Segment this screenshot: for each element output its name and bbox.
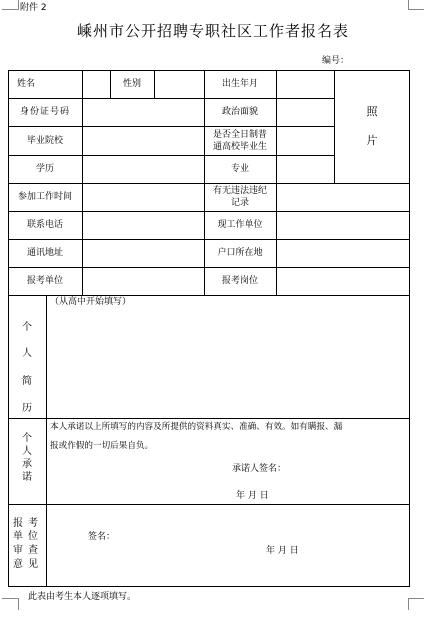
apply-post-label: 报考岗位: [221, 276, 258, 286]
footer-note: 此表由考生本人逐项填写。: [28, 592, 137, 602]
table-bottom-border: [8, 586, 410, 587]
promise-label-char: 人: [22, 446, 32, 457]
address-field[interactable]: [83, 240, 204, 267]
promise-label-char: 个: [22, 433, 32, 444]
name-field[interactable]: [44, 71, 82, 98]
work-start-label: 参加工作时间: [17, 192, 72, 202]
resume-hint: （从高中开始填写）: [50, 297, 132, 307]
promise-text-line2: 报或作假的一切后果自负。: [50, 441, 154, 451]
corner-mark-top-right-v: [408, 0, 409, 10]
col-line: [204, 70, 205, 295]
page-title: 嵊州市公开招聘专职社区工作者报名表: [76, 22, 349, 40]
gender-field[interactable]: [155, 71, 204, 98]
promiser-signature-field[interactable]: [295, 460, 395, 476]
review-label-char: 考: [28, 518, 38, 529]
review-label-char: 查: [28, 545, 38, 556]
fulltime-label-line1: 是否全日制普: [212, 130, 267, 140]
major-field[interactable]: [277, 156, 334, 183]
review-label-char: 意: [13, 559, 23, 570]
phone-label: 联系电话: [26, 220, 63, 230]
table-left-border: [8, 70, 9, 587]
employer-label: 现工作单位: [217, 220, 263, 230]
education-label: 学历: [35, 164, 54, 174]
promise-text-line1: 本人承诺以上所填写的内容及所提供的资料真实、准确、有效。如有瞒报、漏: [50, 422, 343, 432]
major-label: 专业: [230, 164, 249, 174]
birth-field[interactable]: [277, 71, 334, 98]
id-number-label: 身份证号码: [19, 107, 70, 117]
photo-label-top: 照: [366, 105, 378, 118]
review-label-char: 报: [13, 518, 23, 529]
review-label-char: 见: [28, 559, 38, 570]
name-label: 姓名: [16, 79, 35, 89]
address-label: 通讯地址: [26, 248, 63, 258]
review-signature-label: 签名：: [88, 532, 116, 542]
promise-label-char: 诺: [22, 472, 32, 483]
corner-mark-top-right-h: [408, 9, 424, 10]
resume-field[interactable]: [47, 308, 409, 418]
row-line: [8, 504, 410, 505]
corner-mark-bottom-left-v: [18, 598, 19, 610]
politics-field[interactable]: [277, 99, 334, 126]
apply-post-field[interactable]: [277, 268, 409, 295]
violation-field[interactable]: [277, 184, 409, 211]
corner-mark-bottom-right-h: [408, 598, 424, 599]
phone-field[interactable]: [83, 212, 204, 239]
resume-label-char: 历: [22, 403, 32, 414]
education-field[interactable]: [83, 156, 204, 183]
corner-mark-top-left-v: [18, 0, 19, 10]
violation-label-line2: 记录: [230, 198, 249, 208]
form-number-label: 编号：: [322, 56, 350, 66]
review-date: 年 月 日: [266, 546, 299, 556]
row-line: [8, 418, 410, 419]
resume-label-char: 简: [22, 376, 32, 387]
review-label-char: 单: [13, 531, 23, 542]
photo-box[interactable]: [335, 71, 409, 183]
corner-mark-bottom-left-h: [2, 598, 18, 599]
employer-field[interactable]: [277, 212, 409, 239]
row-line: [8, 295, 410, 296]
promiser-signature-label: 承诺人签名：: [232, 464, 287, 474]
hukou-label: 户口所在地: [217, 248, 263, 258]
fulltime-label-line2: 通高校毕业生: [212, 142, 267, 152]
photo-label-bottom: 片: [366, 134, 378, 147]
violation-label-line1: 有无违法违纪: [212, 186, 267, 196]
corner-mark-top-left-h: [2, 9, 18, 10]
apply-unit-field[interactable]: [83, 268, 204, 295]
work-start-field[interactable]: [83, 184, 204, 211]
promise-date: 年 月 日: [236, 491, 269, 501]
attachment-label: 附件 2: [20, 3, 47, 13]
review-signature-field[interactable]: [120, 528, 240, 544]
promise-label-char: 承: [22, 459, 32, 470]
gender-label: 性别: [122, 79, 141, 89]
fulltime-field[interactable]: [277, 127, 334, 155]
resume-label-char: 人: [22, 348, 32, 359]
apply-unit-label: 报考单位: [26, 276, 63, 286]
school-field[interactable]: [83, 127, 204, 155]
school-label: 毕业院校: [26, 136, 63, 146]
review-label-char: 审: [13, 545, 23, 556]
review-label-char: 位: [28, 531, 38, 542]
corner-mark-bottom-right-v: [408, 598, 409, 610]
politics-label: 政治面貌: [221, 107, 258, 117]
birth-label: 出生年月: [221, 79, 258, 89]
hukou-field[interactable]: [277, 240, 409, 267]
table-right-border: [409, 70, 410, 587]
resume-label-char: 个: [22, 322, 32, 333]
id-number-field[interactable]: [83, 99, 204, 126]
